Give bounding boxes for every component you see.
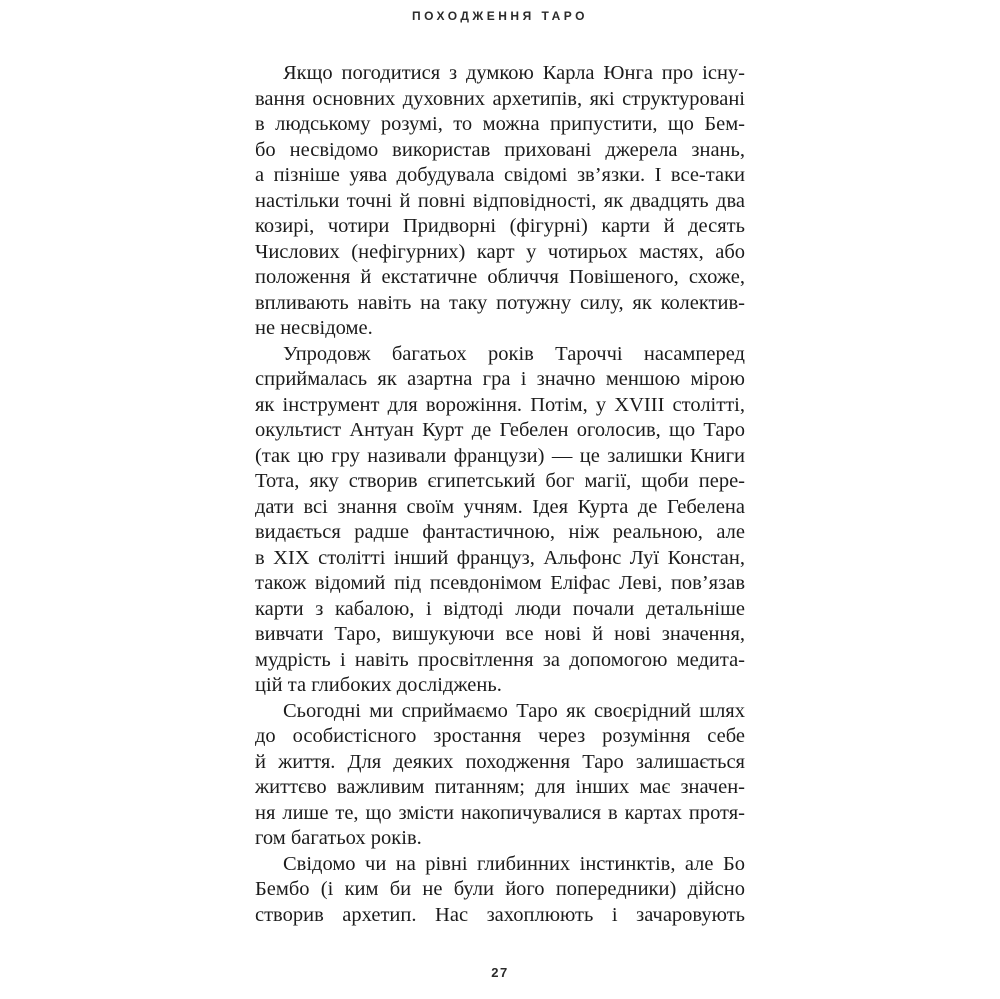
text-line: Якщо погодитися з думкою Карла Юнга про існу-	[283, 62, 745, 84]
paragraph	[255, 61, 745, 342]
paragraph	[255, 852, 745, 929]
page-number: 27	[491, 965, 509, 980]
text-line: як інструмент для ворожіння. Потім, у XVIII столітті,	[255, 393, 745, 416]
text-line: в XIX столітті інший француз, Альфонс Луї Констан,	[255, 546, 745, 569]
text-line: видається радше фантастичною, ніж реальною, але	[255, 521, 745, 543]
text-line: сприймалась як азартна гра і значно меншою мірою	[255, 368, 745, 390]
text-line: й життя. Для деяких походження Таро залишається	[255, 750, 745, 773]
text-line: Бембо (і ким би не були його попередники) дійсно	[255, 878, 745, 900]
text-line: створив архетип. Нас захоплюють і зачаровують	[255, 903, 745, 926]
text-line: дати всі знання своїм учням. Ідея Курта де Гебелена	[255, 495, 745, 518]
text-line: вивчати Таро, вишукуючи все нові й нові значення,	[255, 623, 745, 645]
running-header: ПОХОДЖЕННЯ ТАРО	[412, 9, 588, 23]
text-line: мудрість і навіть просвітлення за допомогою медита-	[255, 648, 745, 671]
text-line: а пізніше уява добудувала свідомі зв’язки. І все-таки	[255, 164, 745, 186]
text-line: козирі, чотири Придворні (фігурні) карти й десять	[255, 215, 745, 237]
text-line: життєво важливим питанням; для інших має значен-	[255, 776, 745, 798]
text-line: Свідомо чи на рівні глибинних інстинктів, але Бо	[283, 852, 745, 875]
text-block	[255, 61, 745, 928]
text-line: Числових (нефігурних) карт у чотирьох мастях, або	[255, 240, 745, 263]
text-line: положення й екстатичне обличчя Повішеного, схоже,	[255, 266, 745, 288]
text-line: в людському розумі, то можна припустити, що Бем-	[255, 113, 745, 135]
text-line: ня лише те, що змісти накопичувалися в картах протя-	[255, 801, 745, 824]
text-line: гом багатьох років.	[255, 827, 422, 849]
text-line: цій та глибоких досліджень.	[255, 674, 502, 696]
text-line: окультист Антуан Курт де Гебелен оголосив, що Таро	[255, 419, 745, 441]
text-line: впливають навіть на таку потужну силу, як колектив-	[255, 291, 745, 314]
text-line: Тота, яку створив єгипетський бог магії, щоби пере-	[255, 470, 745, 492]
text-line: (так цю гру називали французи) — це залишки Книги	[255, 444, 745, 467]
text-line: Сьогодні ми сприймаємо Таро як своєрідний шлях	[283, 699, 745, 722]
text-line: Упродовж багатьох років Тароччі насамперед	[283, 342, 745, 365]
text-line: до особистісного зростання через розуміння себе	[255, 725, 745, 747]
text-line: не несвідоме.	[255, 317, 373, 339]
text-line: вання основних духовних архетипів, які структуровані	[255, 87, 745, 110]
paragraph	[255, 699, 745, 852]
text-line: карти з кабалою, і відтоді люди почали детальніше	[255, 597, 745, 620]
text-line: бо несвідомо використав приховані джерела знань,	[255, 138, 745, 161]
paragraph	[255, 342, 745, 699]
text-line: настільки точні й повні відповідності, як двадцять два	[255, 189, 745, 212]
text-line: також відомий під псевдонімом Еліфас Леві, пов’язав	[255, 572, 745, 594]
